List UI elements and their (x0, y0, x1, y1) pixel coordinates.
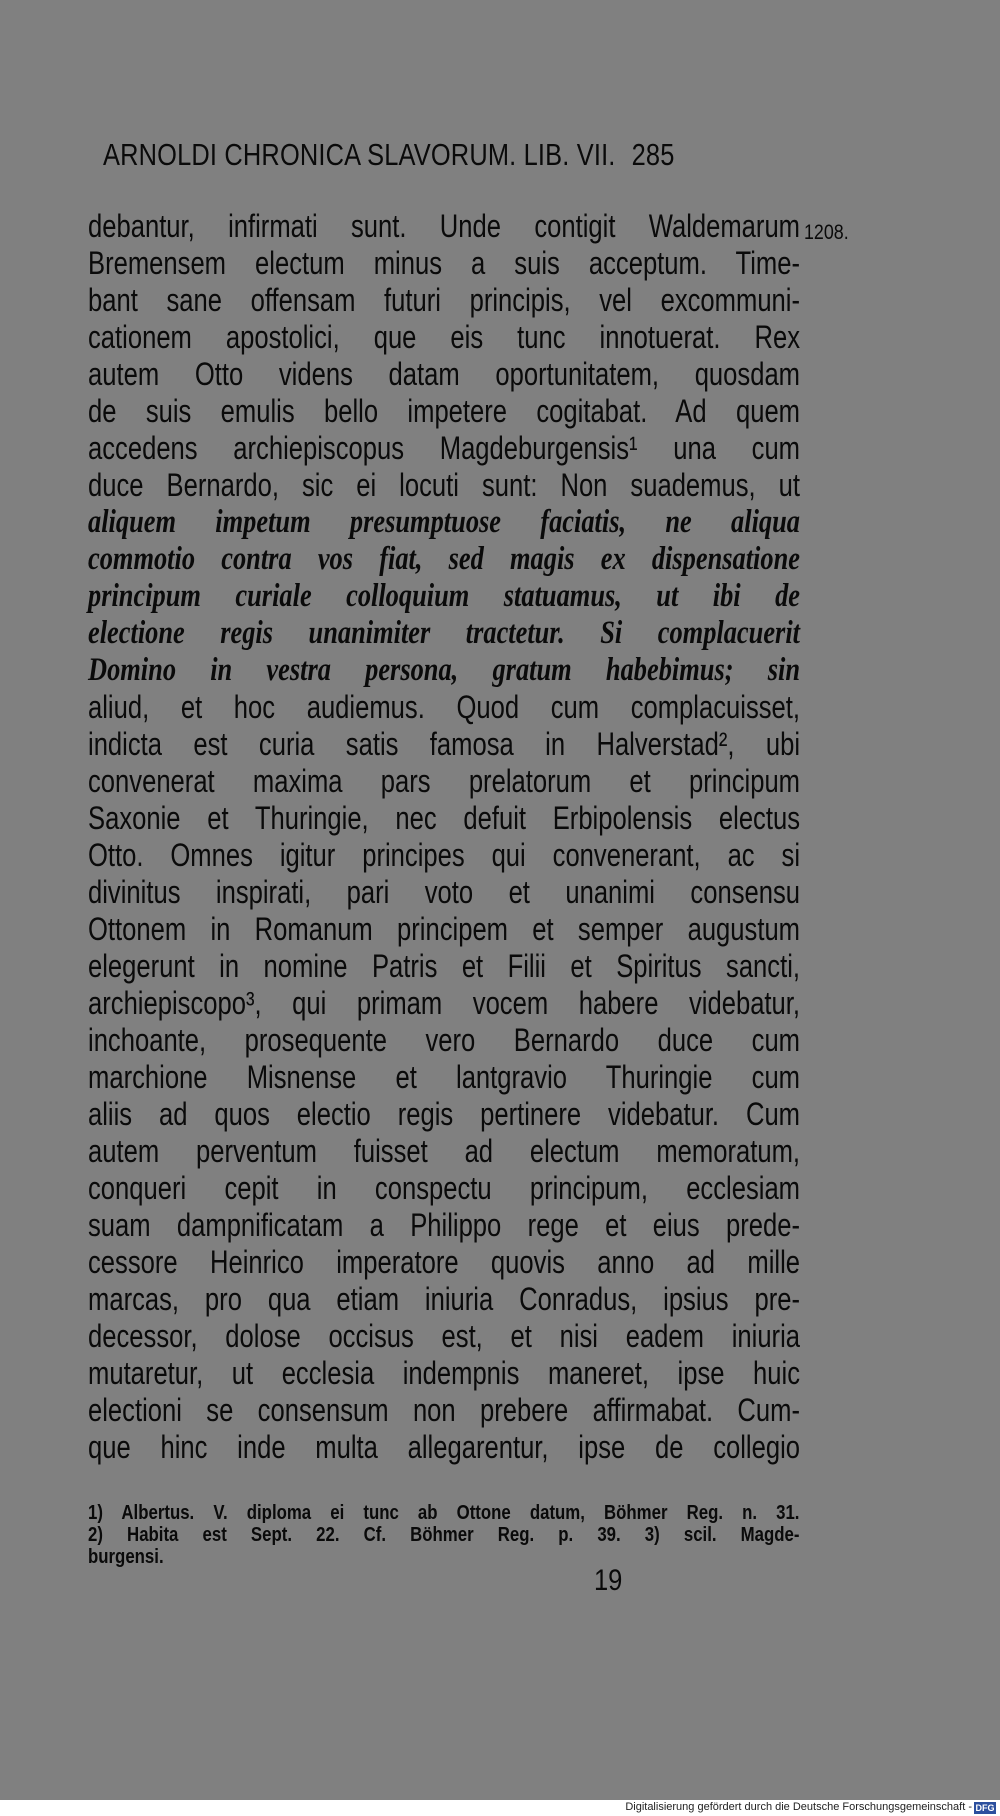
text-line: electioni se consensum non prebere affirmabat. Cum- (88, 1392, 800, 1428)
text-line: que hinc inde multa allegarentur, ipse de collegio (88, 1429, 800, 1465)
text-line: Domino in vestra persona, gratum habebimus; sin (88, 652, 800, 688)
text-line: marchione Misnense et lantgravio Thuringie cum (88, 1059, 800, 1095)
margin-year-note: 1208. (804, 221, 849, 244)
text-line: convenerat maxima pars prelatorum et principum (88, 763, 800, 799)
text-line: autem perventum fuisset ad electum memoratum, (88, 1133, 800, 1169)
text-line: de suis emulis bello impetere cogitabat. Ad quem (88, 393, 800, 429)
text-line: principum curiale colloquium statuamus, ut ibi de (88, 578, 800, 614)
footnote-line: 1) Albertus. V. diploma ei tunc ab Ottone datum, Böhmer Reg. n. 31. (88, 1502, 800, 1524)
text-line: decessor, dolose occisus est, et nisi eadem iniuria (88, 1318, 800, 1354)
text-line: elegerunt in nomine Patris et Filii et Spiritus sancti, (88, 948, 800, 984)
text-line: accedens archiepiscopus Magdeburgensis¹ una cum (88, 430, 800, 466)
text-line: archiepiscopo³, qui primam vocem habere videbatur, (88, 985, 800, 1021)
text-line: bant sane offensam futuri principis, vel excommuni- (88, 282, 800, 318)
text-line: aliud, et hoc audiemus. Quod cum complacuisset, (88, 689, 800, 725)
running-head (103, 137, 675, 173)
text-line: conqueri cepit in conspectu principum, ecclesiam (88, 1170, 800, 1206)
text-line: aliis ad quos electio regis pertinere videbatur. Cum (88, 1096, 800, 1132)
body-text (88, 208, 800, 1466)
text-line: Saxonie et Thuringie, nec defuit Erbipolensis electus (88, 800, 800, 836)
text-line: debantur, infirmati sunt. Unde contigit Waldemarum (88, 208, 800, 244)
text-line: Otto. Omnes igitur principes qui convenerant, ac si (88, 837, 800, 873)
text-line: indicta est curia satis famosa in Halverstad², ubi (88, 726, 800, 762)
page-number: 285 (631, 137, 675, 172)
text-line: electione regis unanimiter tractetur. Si complacuerit (88, 615, 800, 651)
text-line: marcas, pro qua etiam iniuria Conradus, ipsius pre- (88, 1281, 800, 1317)
signature-mark: 19 (594, 1564, 623, 1597)
footnote-line: burgensi. (88, 1546, 164, 1568)
text-line: duce Bernardo, sic ei locuti sunt: Non suademus, ut (88, 467, 800, 503)
text-line: Ottonem in Romanum principem et semper augustum (88, 911, 800, 947)
text-line: cationem apostolici, que eis tunc innotuerat. Rex (88, 319, 800, 355)
text-line: mutaretur, ut ecclesia indempnis maneret, ipse huic (88, 1355, 800, 1391)
text-line: suam dampnificatam a Philippo rege et eius prede- (88, 1207, 800, 1243)
footnotes (88, 1502, 800, 1568)
text-line: divinitus inspirati, pari voto et unanimi consensu (88, 874, 800, 910)
text-line: inchoante, prosequente vero Bernardo duce cum (88, 1022, 800, 1058)
text-line: Bremensem electum minus a suis acceptum. Time- (88, 245, 800, 281)
running-title: ARNOLDI CHRONICA SLAVORUM. LIB. VII. (103, 137, 616, 172)
dfg-logo-icon: DFG (975, 1803, 995, 1813)
text-line: autem Otto videns datam oportunitatem, quosdam (88, 356, 800, 392)
text-line: aliquem impetum presumptuose faciatis, ne aliqua (88, 504, 800, 540)
text-line: commotio contra vos fiat, sed magis ex dispensatione (88, 541, 800, 577)
footer-credit: Digitalisierung gefördert durch die Deutsche Forschungsgemeinschaft - (625, 1801, 972, 1813)
text-line: cessore Heinrico imperatore quovis anno ad mille (88, 1244, 800, 1280)
footnote-line: 2) Habita est Sept. 22. Cf. Böhmer Reg. p. 39. 3) scil. Magde- (88, 1524, 800, 1546)
